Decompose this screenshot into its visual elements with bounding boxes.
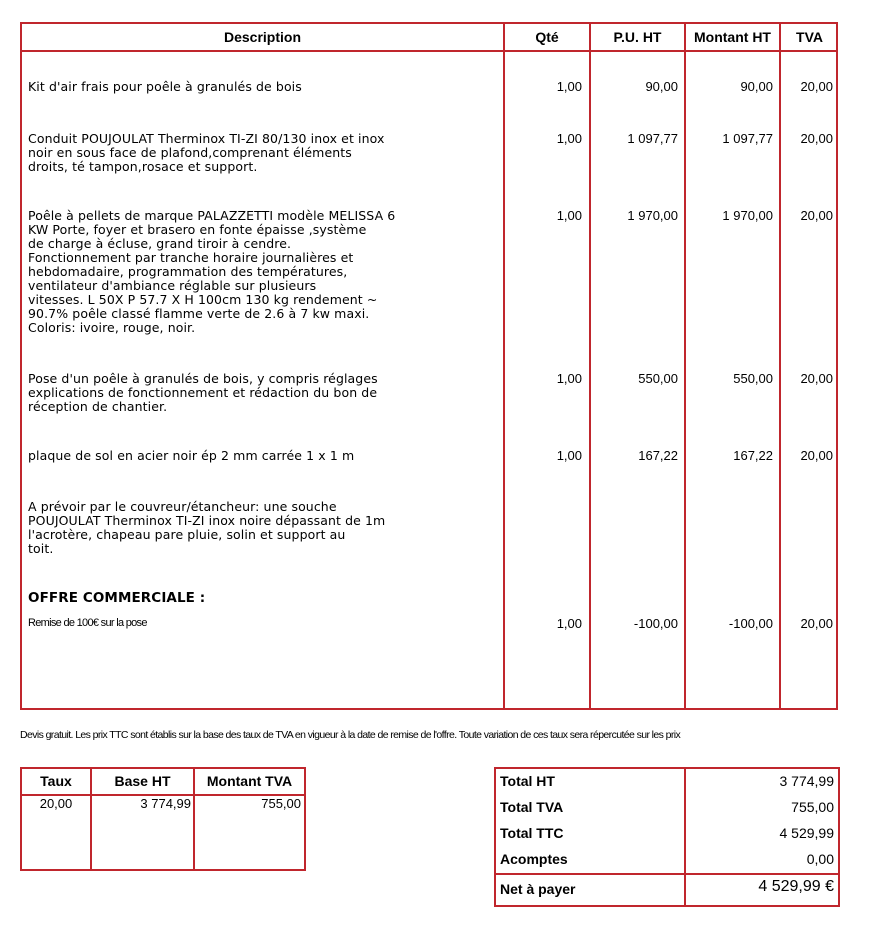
- net-to-pay-label: Net à payer: [500, 881, 576, 897]
- line-unit-price: 167,22: [638, 448, 678, 463]
- header-rate: Taux: [40, 773, 72, 789]
- header-description: Description: [223, 29, 301, 45]
- line-qty: 1,00: [556, 616, 582, 631]
- column-divider: [684, 24, 686, 708]
- vat-summary-table: [20, 767, 306, 871]
- net-divider: [496, 873, 838, 875]
- line-qty: 1,00: [556, 448, 582, 463]
- header-base: Base HT: [114, 773, 171, 789]
- line-unit-price: 1 970,00: [627, 208, 678, 223]
- line-description: plaque de sol en acier noir ép 2 mm carrée 1 x 1 m: [28, 448, 355, 463]
- line-amount: -100,00: [728, 616, 773, 631]
- line-amount: 1 097,77: [722, 131, 773, 146]
- column-divider: [684, 769, 686, 905]
- line-amount: 90,00: [740, 79, 773, 94]
- line-description: Poêle à pellets de marque PALAZZETTI modèle MELISSA 6 KW Porte, foyer et brasero en fonte épaisse ,système de charge à écluse, grand tiroir à cendre. Fonctionnement par tranche horaire journalières et hebdomadaire, programmation des températures, ventilateur d'ambiance réglable sur plusieurs vitesses. L 50X P 57.7 X H 100cm 130 kg rendement ~ 90.7% poêle classé flamme verte de 2.6 à 7 kw maxi. Coloris: ivoire, rouge, noir.: [28, 208, 396, 335]
- header-amount: Montant HT: [694, 29, 771, 45]
- header-vat-amount: Montant TVA: [206, 773, 293, 789]
- vat-amount: 755,00: [261, 796, 301, 811]
- line-unit-price: 550,00: [638, 371, 678, 386]
- line-vat: 20,00: [800, 371, 833, 386]
- header-unit-price: P.U. HT: [613, 29, 662, 45]
- total-tva-label: Total TVA: [500, 799, 564, 815]
- line-qty: 1,00: [556, 79, 582, 94]
- line-description: Pose d'un poêle à granulés de bois, y compris réglages explications de fonctionnement et rédaction du bon de réception de chantier.: [28, 371, 378, 414]
- commercial-offer-heading: OFFRE COMMERCIALE :: [28, 590, 206, 606]
- line-amount: 550,00: [733, 371, 773, 386]
- deposits-value: 0,00: [806, 851, 834, 867]
- total-ht-value: 3 774,99: [779, 773, 834, 789]
- line-unit-price: 90,00: [645, 79, 678, 94]
- line-vat: 20,00: [800, 208, 833, 223]
- line-description: Kit d'air frais pour poêle à granulés de bois: [28, 79, 302, 94]
- column-divider: [589, 24, 591, 708]
- line-qty: 1,00: [556, 208, 582, 223]
- vat-base: 3 774,99: [140, 796, 191, 811]
- total-ht-label: Total HT: [500, 773, 555, 789]
- line-amount: 167,22: [733, 448, 773, 463]
- line-qty: 1,00: [556, 131, 582, 146]
- total-tva-value: 755,00: [791, 799, 834, 815]
- header-vat: TVA: [796, 29, 823, 45]
- line-unit-price: -100,00: [633, 616, 678, 631]
- column-divider: [503, 24, 505, 708]
- line-vat: 20,00: [800, 79, 833, 94]
- invoice-lines-table: [20, 22, 838, 710]
- line-unit-price: 1 097,77: [627, 131, 678, 146]
- line-vat: 20,00: [800, 448, 833, 463]
- net-to-pay-value: 4 529,99 €: [758, 878, 834, 895]
- totals-table: [494, 767, 840, 907]
- line-vat: 20,00: [800, 131, 833, 146]
- line-description: Conduit POUJOULAT Therminox TI-ZI 80/130 inox et inox noir en sous face de plafond,comprenant éléments droits, té tampon,rosace et support.: [28, 131, 385, 174]
- header-divider: [22, 50, 836, 52]
- line-description: Remise de 100€ sur la pose: [28, 617, 147, 629]
- line-description: A prévoir par le couvreur/étancheur: une souche POUJOULAT Therminox TI-ZI inox noire dépassant de 1m l'acrotère, chapeau pare pluie, solin et support au toit.: [28, 499, 386, 556]
- line-qty: 1,00: [556, 371, 582, 386]
- legal-note: Devis gratuit. Les prix TTC sont établis sur la base des taux de TVA en vigueur à la date de remise de l'offre. Toute variation de ces taux sera répercutée sur les prix: [20, 729, 681, 741]
- total-ttc-label: Total TTC: [500, 825, 564, 841]
- line-vat: 20,00: [800, 616, 833, 631]
- header-qty: Qté: [535, 29, 559, 45]
- line-amount: 1 970,00: [722, 208, 773, 223]
- column-divider: [779, 24, 781, 708]
- total-ttc-value: 4 529,99: [779, 825, 834, 841]
- vat-rate: 20,00: [39, 796, 73, 811]
- deposits-label: Acomptes: [500, 851, 568, 867]
